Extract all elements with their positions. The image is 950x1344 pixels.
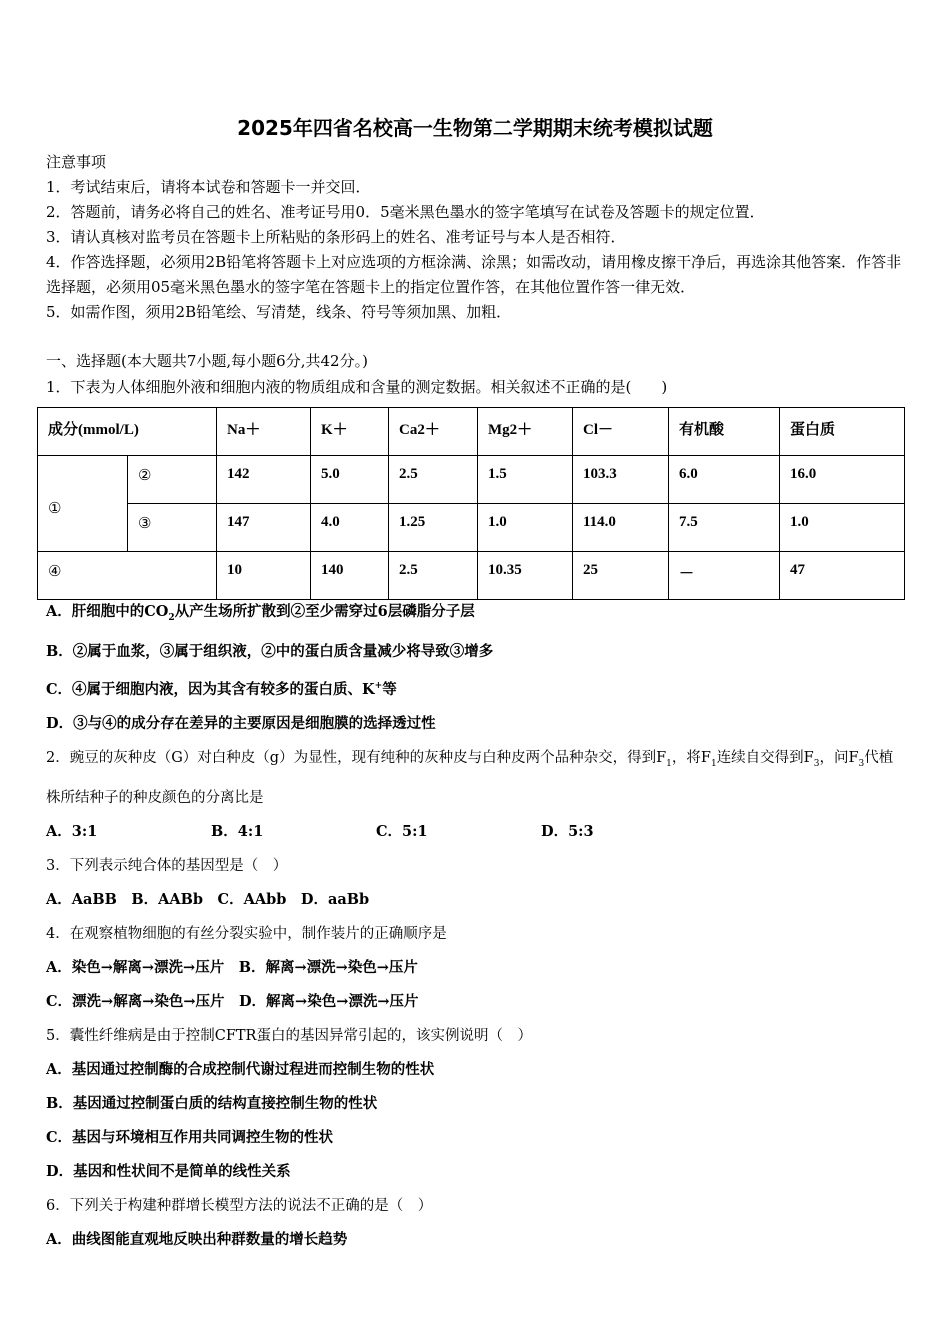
- option-d: D．5:3: [541, 822, 594, 840]
- question-5-stem: 5．囊性纤维病是由于控制CFTR蛋白的基因异常引起的，该实例说明（ ）: [46, 1027, 532, 1044]
- notes: [46, 150, 916, 325]
- table-cell: ②: [128, 456, 217, 504]
- table-cell: 1.5: [478, 456, 573, 504]
- option-a: [46, 595, 906, 635]
- note-item: 3．请认真核对监考员在答题卡上所粘贴的条形码上的姓名、准考证号与本人是否相符．: [46, 228, 626, 246]
- table-cell: 4.0: [311, 504, 389, 552]
- option-text: 从产生场所扩散到②至少需穿过6层磷脂分子层: [174, 603, 475, 620]
- table-row: [38, 456, 905, 504]
- question-4-options-cd: C．漂洗→解离→染色→压片 D．解离→染色→漂洗→压片: [46, 992, 419, 1010]
- table-cell: 1.0: [780, 504, 905, 552]
- option-text: A．肝细胞中的CO: [46, 603, 169, 620]
- question-2-options: [46, 815, 906, 849]
- table-cell: 蛋白质: [780, 408, 905, 456]
- table-cell: 140: [311, 552, 389, 600]
- table-cell: 114.0: [573, 504, 669, 552]
- table-cell: ①: [38, 456, 128, 552]
- option-c: C．基因与环境相互作用共同调控生物的性状: [46, 1128, 334, 1146]
- question-3-stem: 3．下列表示纯合体的基因型是（ ）: [46, 857, 288, 874]
- table-row: [38, 552, 905, 600]
- subscript: 3: [813, 758, 820, 769]
- question-3-options: A．AaBB B．AABb C．AAbb D．aaBb: [46, 890, 370, 908]
- table-header: [38, 408, 905, 456]
- option-a: A．基因通过控制酶的合成控制代谢过程进而控制生物的性状: [46, 1060, 435, 1078]
- option-b: B．4:1: [211, 822, 264, 840]
- table-cell: 142: [217, 456, 311, 504]
- section: [46, 348, 667, 400]
- questions: [46, 595, 906, 1257]
- page-title: 2025年四省名校高一生物第二学期期末统考模拟试题: [237, 116, 713, 140]
- stem-text: ，将F: [671, 749, 711, 766]
- table-cell: 10.35: [478, 552, 573, 600]
- option-d: D．基因和性状间不是简单的线性关系: [46, 1162, 291, 1180]
- note-item: 1．考试结束后，请将本试卷和答题卡一并交回．: [46, 178, 371, 196]
- table-cell: －: [669, 552, 780, 600]
- data-table: [37, 407, 905, 600]
- option-b: B．基因通过控制蛋白质的结构直接控制生物的性状: [46, 1094, 378, 1112]
- question-2-stem: [46, 741, 906, 815]
- table-cell: K＋: [311, 408, 389, 456]
- stem-text: 代植株所结种子的种皮颜色的分离比是: [46, 749, 894, 806]
- question-6-stem: 6．下列关于构建种群增长模型方法的说法不正确的是（ ）: [46, 1197, 433, 1214]
- option-c: C．5:1: [376, 822, 428, 840]
- table-cell: 5.0: [311, 456, 389, 504]
- table-cell: 2.5: [389, 456, 478, 504]
- option-c: [46, 669, 906, 707]
- table-cell: 2.5: [389, 552, 478, 600]
- table-cell: 10: [217, 552, 311, 600]
- table-cell: 147: [217, 504, 311, 552]
- table-cell: Cl－: [573, 408, 669, 456]
- table-cell: 1.25: [389, 504, 478, 552]
- table-cell: 25: [573, 552, 669, 600]
- notes-heading: 注意事项: [46, 153, 107, 171]
- table-row: [38, 504, 905, 552]
- subscript: 1: [666, 758, 672, 769]
- table-cell: ③: [128, 504, 217, 552]
- option-text: C．④属于细胞内液，因为其含有较多的蛋白质、K: [46, 680, 375, 698]
- table-cell: 103.3: [573, 456, 669, 504]
- question-4-stem: 4．在观察植物细胞的有丝分裂实验中，制作装片的正确顺序是: [46, 925, 447, 942]
- option-b: B．②属于血浆，③属于组织液，②中的蛋白质含量减少将导致③增多: [46, 642, 494, 660]
- table-cell: Na＋: [217, 408, 311, 456]
- subscript: 2: [168, 612, 175, 623]
- table-cell: Mg2＋: [478, 408, 573, 456]
- table-cell: 6.0: [669, 456, 780, 504]
- option-d: D．③与④的成分存在差异的主要原因是细胞膜的选择透过性: [46, 714, 436, 732]
- stem-text: 连续自交得到F: [716, 749, 814, 766]
- question-1-stem: 1．下表为人体细胞外液和细胞内液的物质组成和含量的测定数据。相关叙述不正确的是( ): [46, 378, 668, 396]
- table-cell: 成分(mmol/L): [38, 408, 217, 456]
- table-cell: 7.5: [669, 504, 780, 552]
- section-heading: 一、选择题(本大题共7小题,每小题6分,共42分。): [46, 352, 368, 370]
- stem-text: ，问F: [819, 749, 859, 766]
- table-cell: ④: [38, 552, 217, 600]
- note-item: 2．答题前，请务必将自己的姓名、准考证号用0．5毫米黑色墨水的签字笔填写在试卷及答题卡的规定位置．: [46, 203, 765, 221]
- option-text: 等: [382, 680, 397, 698]
- subscript: 3: [858, 758, 865, 769]
- stem-text: 2．豌豆的灰种皮（G）对白种皮（g）为显性，现有纯种的灰种皮与白种皮两个品种杂交，得到F: [46, 749, 667, 766]
- table-cell: Ca2＋: [389, 408, 478, 456]
- table-cell: 47: [780, 552, 905, 600]
- note-item: 5．如需作图，须用2B铅笔绘、写清楚，线条、符号等须加黑、加粗．: [46, 303, 512, 321]
- table-cell: 有机酸: [669, 408, 780, 456]
- table-cell: 16.0: [780, 456, 905, 504]
- option-a: A．曲线图能直观地反映出种群数量的增长趋势: [46, 1230, 348, 1248]
- option-a: A．3:1: [46, 822, 98, 840]
- question-4-options-ab: A．染色→解离→漂洗→压片 B．解离→漂洗→染色→压片: [46, 958, 418, 976]
- note-item: 4．作答选择题，必须用2B铅笔将答题卡上对应选项的方框涂满、涂黑；如需改动，请用橡皮擦干净后，再选涂其他答案．作答非选择题，必须用05毫米黑色墨水的签字笔在答题卡上的指定位置作答，在其他位置作答一律无效．: [46, 253, 902, 296]
- subscript: 1: [710, 758, 717, 769]
- table-cell: 1.0: [478, 504, 573, 552]
- superscript: +: [374, 680, 383, 691]
